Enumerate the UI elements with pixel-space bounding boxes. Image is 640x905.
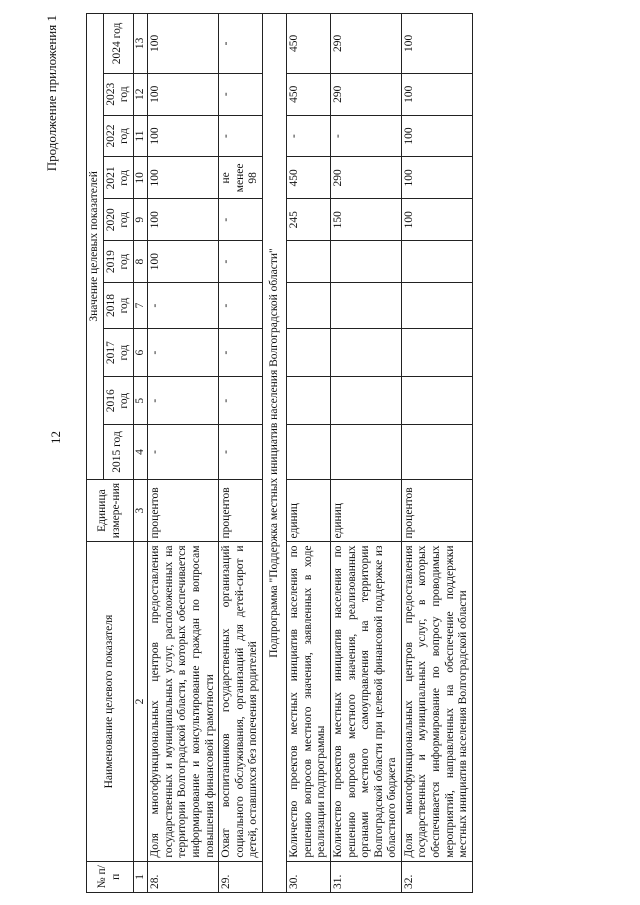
indicator-value: - [219,73,263,115]
indicator-value [331,329,402,377]
header-year: 2016 год [103,377,133,425]
row-number: 32. [401,861,472,892]
indicator-value: - [287,115,331,157]
column-index: 11 [133,115,148,157]
indicator-value: - [219,329,263,377]
column-index: 12 [133,73,148,115]
indicator-value: - [219,241,263,283]
indicator-value: - [219,199,263,241]
indicator-value [401,283,472,329]
indicator-value: 290 [331,73,402,115]
indicator-name: Количество проектов местных инициатив населения по решению вопросов местного значения, заявленных в ходе реализации подпрограммы [287,542,331,861]
indicator-value: 100 [401,199,472,241]
indicator-value: 100 [148,241,219,283]
indicator-value: 100 [148,14,219,74]
indicator-value: - [219,377,263,425]
header-year: 2015 год [103,425,133,479]
indicator-value: 450 [287,73,331,115]
header-year: 2019 год [103,241,133,283]
indicator-value: - [219,425,263,479]
header-year: 2017 год [103,329,133,377]
indicator-value: 100 [148,73,219,115]
table-row [219,14,263,893]
section-title: Подпрограмма "Поддержка местных инициатив населения Волгоградской области" [262,14,287,893]
indicator-value: 150 [331,199,402,241]
section-row [262,14,287,893]
indicator-value [287,283,331,329]
header-year: 2024 год [103,14,133,74]
indicator-value: 450 [287,14,331,74]
indicator-value: не менее 98 [219,157,263,199]
indicator-value [401,329,472,377]
row-number: 30. [287,861,331,892]
indicator-name: Охват воспитанников государственных организаций социального обслуживания, организаций для детей-сирот и детей, оставшихся без попечения родителей [219,542,263,861]
table-row [331,14,402,893]
column-index: 7 [133,283,148,329]
column-index: 9 [133,199,148,241]
page-number: 12 [48,431,63,444]
column-index: 10 [133,157,148,199]
indicator-value [331,377,402,425]
row-number: 28. [148,861,219,892]
column-index: 5 [133,377,148,425]
indicator-value: 100 [401,115,472,157]
row-number: 29. [219,861,263,892]
indicator-value: 100 [401,73,472,115]
indicator-value: - [148,377,219,425]
indicator-value: 100 [148,199,219,241]
indicator-value [287,329,331,377]
header-row-1 [87,14,104,893]
table-row [148,14,219,893]
table-row [287,14,331,893]
indicators-table [86,13,473,893]
indicator-value [287,377,331,425]
indicator-unit: процентов [219,479,263,542]
header-year: 2023 год [103,73,133,115]
indicator-name: Доля многофункциональных центров предоставления государственных и муниципальных услуг, в которых обеспечивается информирование по вопросу проводимых мероприятий, направленных на обеспечение поддержки местных инициатив населения Волгоградской области [401,542,472,861]
indicator-unit: единиц [287,479,331,542]
column-index: 1 [133,861,148,892]
indicator-value [331,425,402,479]
indicator-value [331,283,402,329]
indicator-value: - [148,329,219,377]
indicator-value: 100 [401,157,472,199]
indicator-value: 290 [331,157,402,199]
row-number: 31. [331,861,402,892]
indicator-value: - [148,425,219,479]
indicator-value [401,425,472,479]
indicator-value: - [148,283,219,329]
indicator-value: 290 [331,14,402,74]
indicator-value: - [219,283,263,329]
column-index: 6 [133,329,148,377]
indicator-value: 450 [287,157,331,199]
header-year: 2021 год [103,157,133,199]
indicator-value: - [331,115,402,157]
header-year: 2020 год [103,199,133,241]
header-unit: Единица измере-ния [87,479,134,542]
column-index: 8 [133,241,148,283]
column-index: 2 [133,542,148,861]
column-index: 4 [133,425,148,479]
indicator-value: 100 [148,157,219,199]
column-index: 13 [133,14,148,74]
indicator-value: 100 [401,14,472,74]
indicator-name: Количество проектов местных инициатив населения по решению вопросов местного значения, реализованных органами местного самоуправления на территории Волгоградской области при целевой финансовой поддержке из областного бюджета [331,542,402,861]
indicator-unit: процентов [148,479,219,542]
column-index-row [133,14,148,893]
header-year: 2018 год [103,283,133,329]
header-num: № п/п [87,861,134,892]
indicator-name: Доля многофункциональных центров предоставления государственных и муниципальных услуг, расположенных на территории Волгоградской области, в которых обеспечивается информирование и консультирование граждан по вопросам повышения финансовой грамотности [148,542,219,861]
indicator-value [287,241,331,283]
indicator-unit: единиц [331,479,402,542]
column-index: 3 [133,479,148,542]
indicator-value: 100 [148,115,219,157]
indicator-value [401,241,472,283]
header-year: 2022 год [103,115,133,157]
appendix-caption: Продолжение приложения 1 [44,15,59,172]
indicator-value: - [219,14,263,74]
indicator-unit: процентов [401,479,472,542]
header-name: Наименование целевого показателя [87,542,134,861]
indicator-value [287,425,331,479]
indicator-value [331,241,402,283]
indicator-value: - [219,115,263,157]
indicator-value [401,377,472,425]
table-row [401,14,472,893]
header-values-group: Значение целевых показателей [87,14,104,480]
rotated-page [44,13,606,893]
indicator-value: 245 [287,199,331,241]
